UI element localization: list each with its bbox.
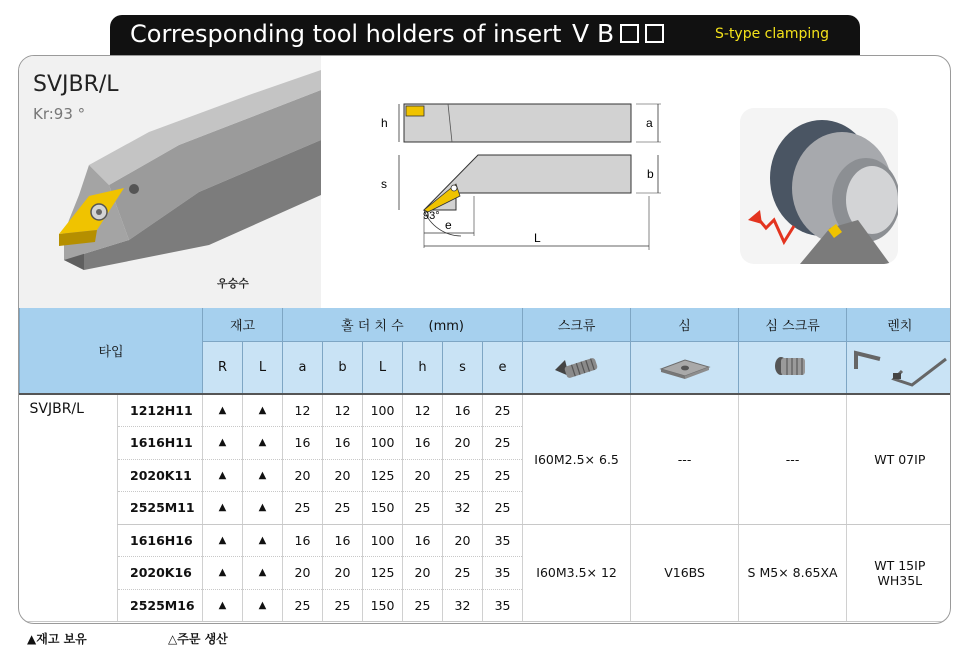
col-e: e <box>483 341 523 394</box>
dim-L-label: L <box>534 231 541 245</box>
row-stock-L: ▲ <box>243 492 283 525</box>
row-len: 100 <box>363 524 403 557</box>
hand-label: 우승수 <box>217 277 249 290</box>
row-e: 35 <box>483 589 523 622</box>
type-header: 타입 <box>20 308 203 394</box>
row-e: 25 <box>483 394 523 427</box>
row-a: 20 <box>283 459 323 492</box>
row-a: 16 <box>283 427 323 460</box>
shim-screw-icon <box>739 341 847 394</box>
tool-holder-image <box>49 70 321 280</box>
row-code: 2020K11 <box>118 459 203 492</box>
dims-label: 홀 더 치 수 <box>341 318 404 334</box>
group1-screw: I60M2.5× 6.5 <box>523 394 631 524</box>
col-b: b <box>323 341 363 394</box>
row-b: 25 <box>323 492 363 525</box>
row-s: 25 <box>443 557 483 590</box>
clamping-type: S-type clamping <box>715 26 830 42</box>
dim-angle-label: 93° <box>423 210 440 222</box>
group2-shim: V16BS <box>631 524 739 622</box>
row-a: 25 <box>283 589 323 622</box>
group1-shim-screw: --- <box>739 394 847 524</box>
row-stock-R: ▲ <box>203 394 243 427</box>
row-stock-L: ▲ <box>243 427 283 460</box>
row-s: 32 <box>443 492 483 525</box>
col-s: s <box>443 341 483 394</box>
row-a: 20 <box>283 557 323 590</box>
row-e: 25 <box>483 492 523 525</box>
row-e: 25 <box>483 459 523 492</box>
row-len: 100 <box>363 394 403 427</box>
row-s: 25 <box>443 459 483 492</box>
row-stock-R: ▲ <box>203 427 243 460</box>
series-name: SVJBR/L <box>20 394 118 622</box>
group1-shim: --- <box>631 394 739 524</box>
dimension-diagram <box>366 96 666 256</box>
clamping-photo <box>740 108 898 264</box>
row-len: 150 <box>363 589 403 622</box>
row-code: 1616H16 <box>118 524 203 557</box>
row-stock-L: ▲ <box>243 557 283 590</box>
wrench-header: 렌치 <box>847 308 951 341</box>
dim-e-label: e <box>445 218 452 232</box>
shim-screw-header: 심 스크류 <box>739 308 847 341</box>
placeholder-box-1 <box>620 24 639 43</box>
dim-b-label: b <box>647 167 654 181</box>
spec-rows <box>20 394 952 622</box>
row-stock-R: ▲ <box>203 459 243 492</box>
row-b: 20 <box>323 557 363 590</box>
row-stock-R: ▲ <box>203 557 243 590</box>
placeholder-box-2 <box>645 24 664 43</box>
dim-a-label: a <box>646 116 653 130</box>
row-stock-R: ▲ <box>203 524 243 557</box>
dim-h-label: h <box>381 116 388 130</box>
group2-wrench-line1: WT 15IP <box>874 557 926 573</box>
group2-shim-screw: S M5× 8.65XA <box>739 524 847 622</box>
row-h: 20 <box>403 459 443 492</box>
row-s: 20 <box>443 427 483 460</box>
row-b: 20 <box>323 459 363 492</box>
approach-angle: Kr:93 ° <box>33 105 86 123</box>
tool-image-panel <box>19 56 321 308</box>
row-e: 25 <box>483 427 523 460</box>
dims-unit: (mm) <box>428 318 464 334</box>
row-e: 35 <box>483 557 523 590</box>
clamping-illustration <box>740 108 898 264</box>
group2-screw: I60M3.5× 12 <box>523 524 631 622</box>
table-row <box>20 524 952 557</box>
row-b: 25 <box>323 589 363 622</box>
row-len: 125 <box>363 557 403 590</box>
col-L: L <box>243 341 283 394</box>
product-name: SVJBR/L <box>33 72 119 97</box>
col-len: L <box>363 341 403 394</box>
dims-header <box>283 308 523 341</box>
insert-code <box>572 19 664 48</box>
row-stock-R: ▲ <box>203 492 243 525</box>
row-stock-R: ▲ <box>203 589 243 622</box>
row-code: 2020K16 <box>118 557 203 590</box>
row-h: 25 <box>403 492 443 525</box>
row-stock-L: ▲ <box>243 459 283 492</box>
shim-header: 심 <box>631 308 739 341</box>
row-code: 1212H11 <box>118 394 203 427</box>
group2-wrench <box>847 524 951 622</box>
stock-header: 재고 <box>203 308 283 341</box>
row-a: 25 <box>283 492 323 525</box>
row-h: 25 <box>403 589 443 622</box>
row-e: 35 <box>483 524 523 557</box>
legend-in-stock: ▲재고 보유 <box>27 632 87 646</box>
col-R: R <box>203 341 243 394</box>
row-h: 12 <box>403 394 443 427</box>
dim-s-label: s <box>381 177 387 191</box>
screw-icon <box>523 341 631 394</box>
row-len: 100 <box>363 427 403 460</box>
col-h: h <box>403 341 443 394</box>
row-a: 12 <box>283 394 323 427</box>
row-b: 16 <box>323 427 363 460</box>
row-len: 150 <box>363 492 403 525</box>
page-title: Corresponding tool holders of insert <box>130 20 562 48</box>
row-h: 16 <box>403 427 443 460</box>
wrench-icon <box>847 341 951 394</box>
row-s: 20 <box>443 524 483 557</box>
header-banner <box>110 15 860 56</box>
row-h: 20 <box>403 557 443 590</box>
row-len: 125 <box>363 459 403 492</box>
row-stock-L: ▲ <box>243 394 283 427</box>
spec-table <box>19 308 951 622</box>
col-a: a <box>283 341 323 394</box>
row-s: 16 <box>443 394 483 427</box>
row-b: 16 <box>323 524 363 557</box>
insert-code-text: V B <box>572 19 615 48</box>
row-a: 16 <box>283 524 323 557</box>
row-b: 12 <box>323 394 363 427</box>
row-code: 1616H11 <box>118 427 203 460</box>
row-s: 32 <box>443 589 483 622</box>
row-stock-L: ▲ <box>243 524 283 557</box>
row-h: 16 <box>403 524 443 557</box>
shim-icon <box>631 341 739 394</box>
screw-header: 스크류 <box>523 308 631 341</box>
row-stock-L: ▲ <box>243 589 283 622</box>
row-code: 2525M16 <box>118 589 203 622</box>
legend-made-to-order: △주문 생산 <box>168 632 228 646</box>
row-code: 2525M11 <box>118 492 203 525</box>
product-frame <box>18 55 951 624</box>
table-row <box>20 394 952 427</box>
group1-wrench: WT 07IP <box>847 394 951 524</box>
group2-wrench-line2: WH35L <box>877 572 923 588</box>
